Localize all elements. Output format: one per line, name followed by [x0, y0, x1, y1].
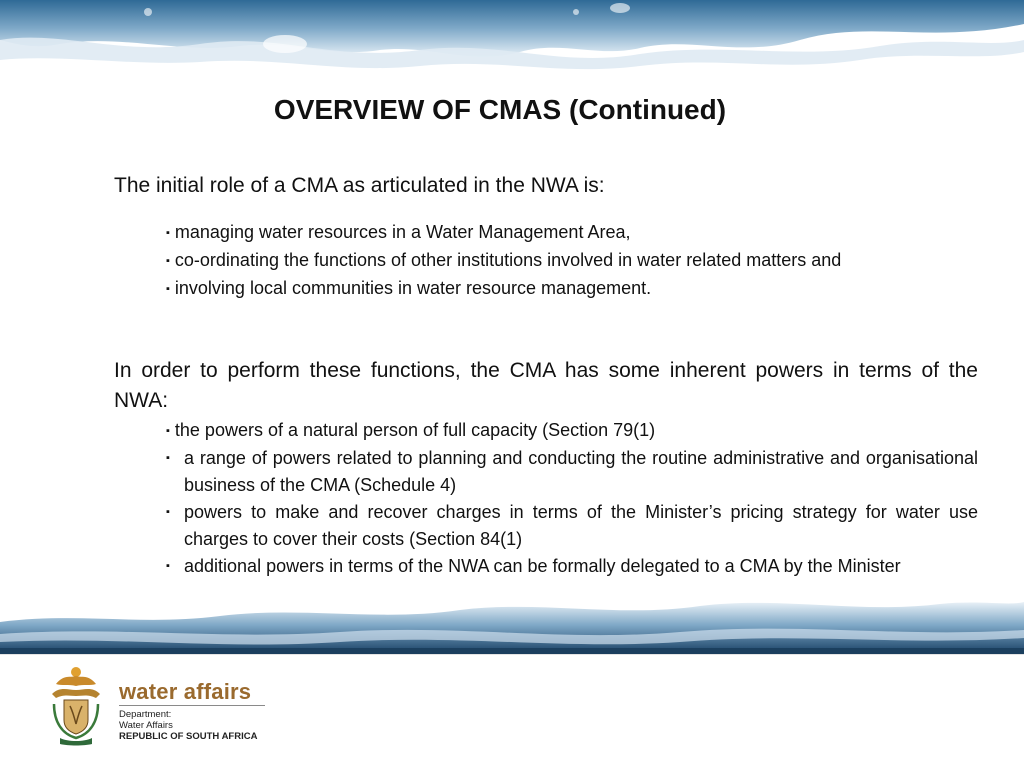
coat-of-arms-icon: [46, 664, 106, 746]
bullet-icon: ▪: [166, 283, 170, 295]
powers-list: [166, 417, 978, 580]
water-banner-top: [0, 0, 1024, 80]
bullet-icon: ▪: [166, 227, 170, 239]
bullet-icon: ▪: [166, 560, 170, 572]
brand-divider: [119, 705, 265, 706]
list-item: ▪ managing water resources in a Water Management Area,: [166, 222, 631, 242]
department-label: Department: Water Affairs REPUBLIC OF SOUTH AFRICA: [119, 709, 258, 742]
bullet-icon: ▪: [166, 255, 170, 267]
list-item: ▪ the powers of a natural person of full capacity (Section 79(1): [166, 420, 656, 440]
slide-title: OVERVIEW OF CMAS (Continued): [273, 94, 727, 125]
list-item: ▪ powers to make and recover charges in terms of the Minister’s pricing strategy for water use charges to cover their costs (Section 84(1): [166, 499, 978, 553]
roles-list: [166, 219, 978, 303]
bullet-icon: ▪: [166, 506, 170, 518]
list-item: ▪ a range of powers related to planning and conducting the routine administrative and organisational business of the CMA (Schedule 4): [166, 445, 978, 499]
list-item: ▪ additional powers in terms of the NWA can be formally delegated to a CMA by the Minister: [166, 553, 978, 580]
intro-text: The initial role of a CMA as articulated in the NWA is:: [114, 174, 605, 197]
bullet-icon: ▪: [166, 452, 170, 464]
list-item: ▪ involving local communities in water resource management.: [166, 278, 652, 298]
list-item: ▪ co-ordinating the functions of other institutions involved in water related matters and: [166, 250, 842, 270]
water-banner-bottom: [0, 592, 1024, 654]
bullet-icon: ▪: [166, 425, 170, 437]
powers-intro-text: In order to perform these functions, the CMA has some inherent powers in terms of the NWA:: [114, 359, 978, 412]
brand-logotype: water affairs: [119, 679, 252, 704]
footer-divider: [0, 654, 1024, 655]
